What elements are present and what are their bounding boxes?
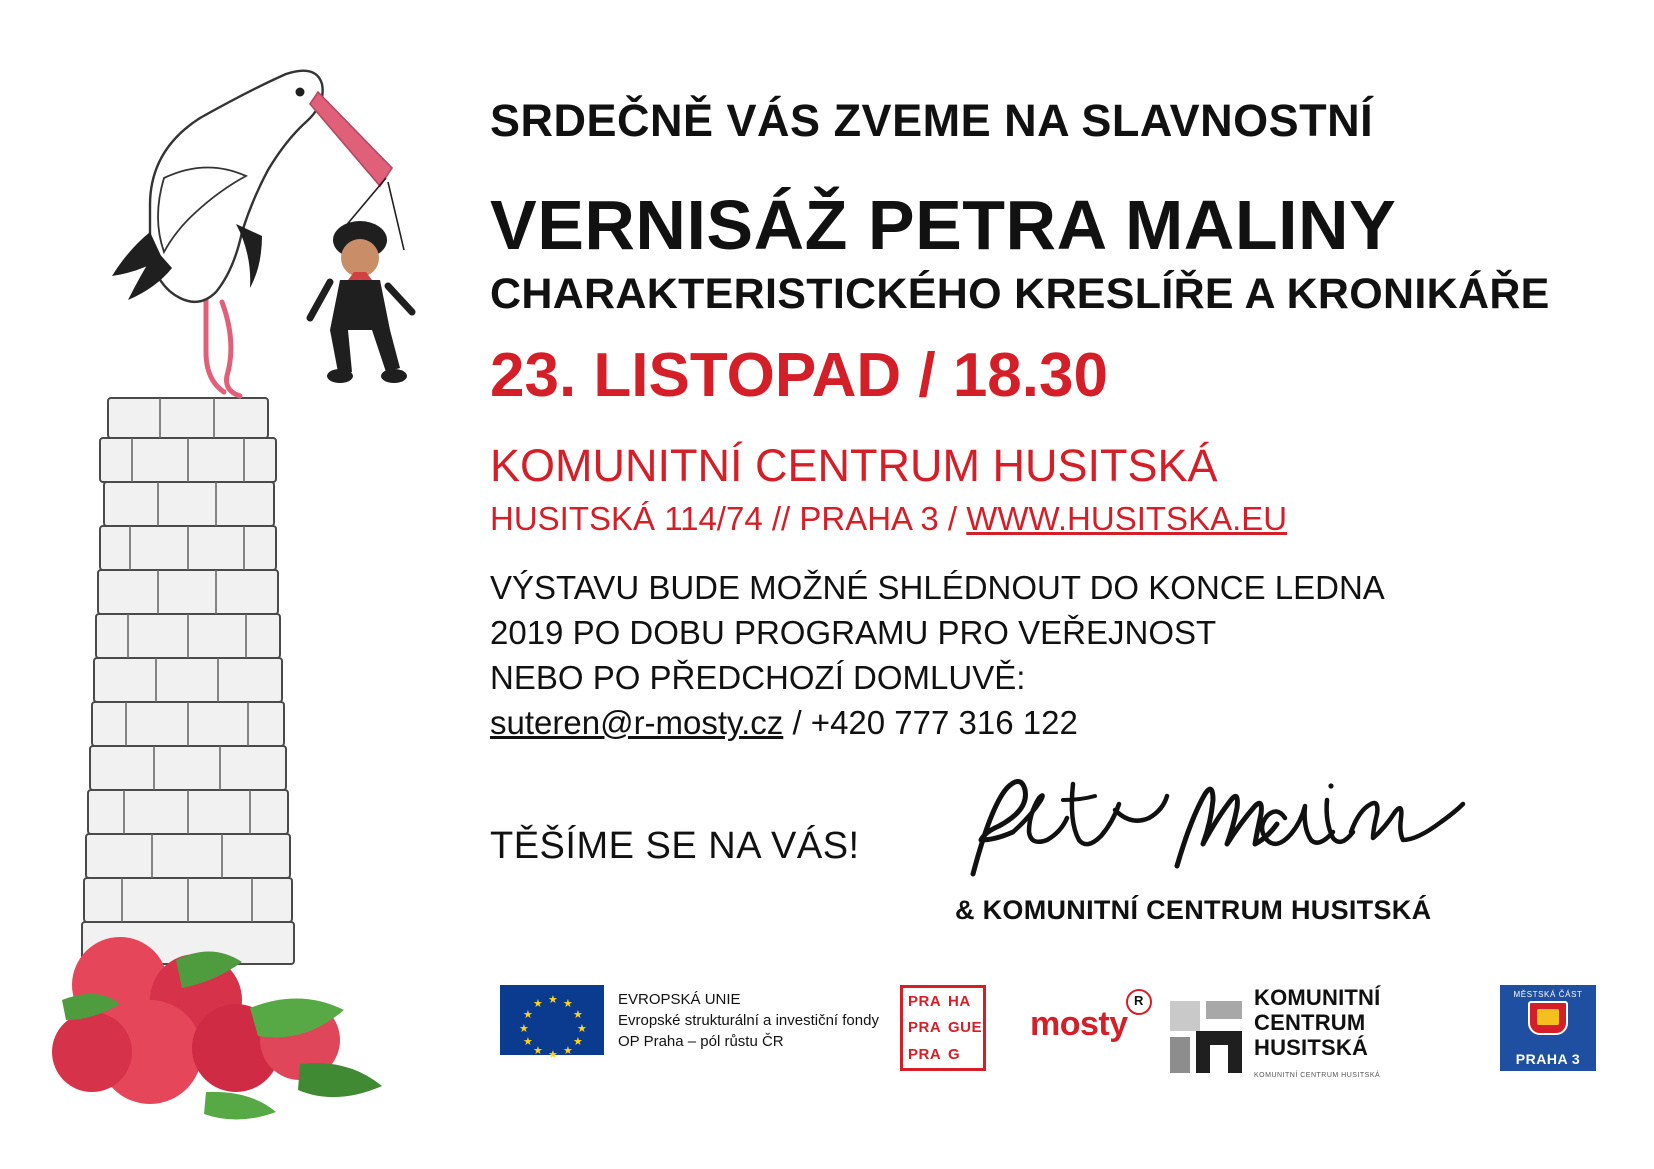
page-title: VERNISÁŽ PETRA MALINY (490, 186, 1397, 264)
raspberry-leaf (298, 1063, 382, 1097)
prague-cell-5: PRA (908, 1046, 942, 1064)
contact-email-link[interactable]: suteren@r-mosty.cz (490, 704, 784, 741)
kch-line-3: HUSITSKÁ (1254, 1035, 1369, 1060)
stork-legs (206, 300, 240, 396)
contact-phone: +420 777 316 122 (810, 704, 1078, 741)
venue-address (490, 500, 1287, 538)
stork-tower-illustration-svg (0, 0, 470, 1169)
prague-cell-3: PRA (908, 1019, 942, 1037)
handwritten-signature-svg (955, 770, 1475, 890)
eu-title: EVROPSKÁ UNIE (618, 990, 741, 1008)
kch-mark-icon (1170, 1001, 1242, 1073)
raspberry-cluster (52, 937, 382, 1120)
mosty-wordmark: mosty (1030, 1005, 1128, 1043)
venue-name: KOMUNITNÍ CENTRUM HUSITSKÁ (490, 440, 1218, 491)
kch-line-2: CENTRUM (1254, 1010, 1366, 1035)
prague-cell-4: GUE (948, 1019, 983, 1037)
contact-line (490, 700, 1385, 745)
registered-trademark-icon: R (1126, 989, 1152, 1015)
note-line-2: 2019 PO DOBU PROGRAMU PRO VEŘEJNOST (490, 614, 1217, 651)
invite-line: SRDEČNĚ VÁS ZVEME NA SLAVNOSTNÍ (490, 95, 1374, 146)
mosty-logo (1030, 993, 1144, 1044)
prague-cell-1: PRA (908, 992, 942, 1010)
website-link[interactable]: WWW.HUSITSKA.EU (966, 500, 1288, 537)
event-date-time: 23. LISTOPAD / 18.30 (490, 341, 1108, 410)
signature-caption: & KOMUNITNÍ CENTRUM HUSITSKÁ (955, 895, 1432, 925)
prague-cell-2: HA (948, 992, 971, 1010)
praha-3-logo (1500, 985, 1596, 1071)
eu-logo-text (618, 989, 879, 1052)
hanging-man-figure (310, 221, 412, 383)
prague-cell-6: G (948, 1046, 961, 1064)
signature (955, 770, 1475, 890)
praha-3-label: PRAHA 3 (1515, 1051, 1581, 1067)
exhibition-note (490, 565, 1385, 745)
kch-line-1: KOMUNITNÍ (1254, 985, 1381, 1010)
note-line-3: NEBO PO PŘEDCHOZÍ DOMLUVĚ: (490, 659, 1026, 696)
praha-3-logo-box (1500, 985, 1596, 1071)
eu-logo (500, 985, 879, 1061)
prague-logo-box (900, 985, 986, 1071)
address-text: HUSITSKÁ 114/74 // PRAHA 3 / (490, 500, 967, 537)
stork-beak (310, 92, 392, 186)
page-subtitle: CHARAKTERISTICKÉHO KRESLÍŘE A KRONIKÁŘE (490, 270, 1550, 318)
note-line-1: VÝSTAVU BUDE MOŽNÉ SHLÉDNOUT DO KONCE LEDNA (490, 569, 1385, 606)
praha-3-coat-of-arms-icon (1528, 1001, 1568, 1035)
contact-separator: / (783, 704, 811, 741)
praha-3-top-text: MĚSTSKÁ ČÁST (1513, 990, 1583, 999)
komunitni-centrum-husitska-logo (1170, 985, 1380, 1088)
eu-line-2: Evropské strukturální a investiční fondy (618, 1011, 879, 1029)
eu-line-3: OP Praha – pól růstu ČR (618, 1032, 784, 1050)
stork-eye (296, 88, 305, 97)
kch-small-text: KOMUNITNÍ CENTRUM HUSITSKÁ (1254, 1072, 1381, 1079)
closing-line: TĚŠÍME SE NA VÁS! (490, 825, 860, 867)
man-face (341, 239, 379, 277)
raspberry-leaf (204, 1092, 276, 1120)
poster-illustration (0, 0, 470, 1169)
eu-flag-icon: ★ ★ ★ ★ ★ ★ ★ ★ ★ ★ ★ ★ (500, 985, 604, 1055)
kch-logo-text (1254, 985, 1380, 1088)
prague-logo (900, 985, 986, 1071)
sponsor-logo-strip (500, 985, 1583, 1090)
man-suit (330, 280, 390, 330)
